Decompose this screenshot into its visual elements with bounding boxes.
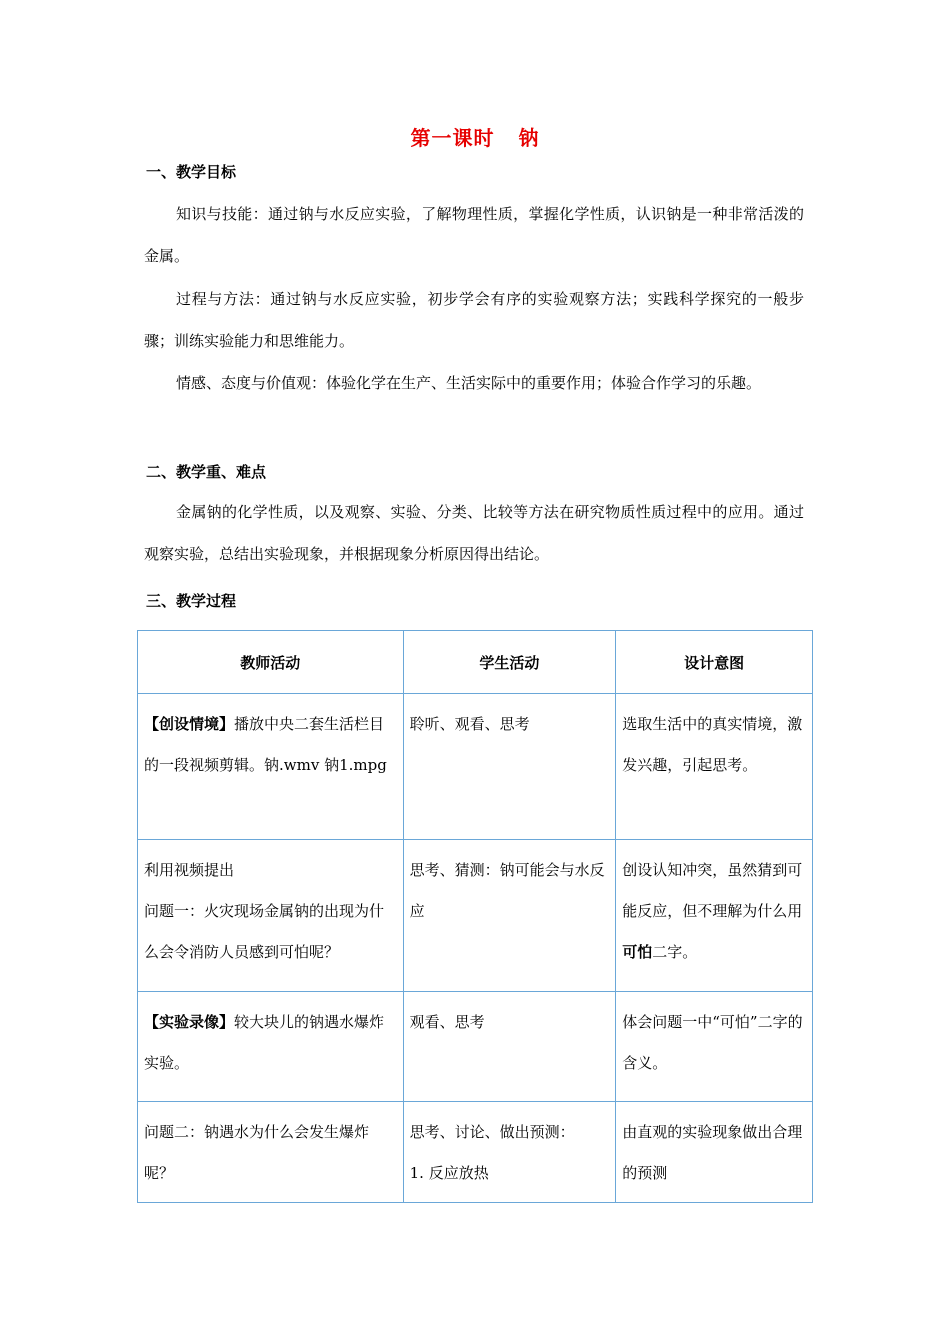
teacher-text: 较大块儿的钠遇水爆炸实验。 [144,1013,385,1072]
cell-student [403,694,616,840]
table-row [138,694,813,840]
table-row [138,1102,813,1203]
section-heading-key-points: 二、教学重、难点 [146,463,267,481]
section-heading-objectives: 一、教学目标 [146,163,237,181]
student-text: 聆听、观看、思考 [409,715,530,733]
teacher-text-line1: 利用视频提出 [144,861,235,879]
cell-teacher [138,694,404,840]
student-text: 观看、思考 [409,1013,485,1031]
header-intent: 设计意图 [616,631,813,694]
paragraph-key-points: 金属钠的化学性质，以及观察、实验、分类、比较等方法在研究物质性质过程中的应用。通过观察实验，总结出实验现象，并根据现象分析原因得出结论。 [144,503,804,563]
cell-intent [616,694,813,840]
paragraph-attitude: 情感、态度与价值观：体验化学在生产、生活实际中的重要作用；体验合作学习的乐趣。 [176,374,762,392]
intent-text: 体会问题一中“可怕”二字的含义。 [622,1013,803,1072]
table-row [138,840,813,992]
cell-teacher [138,992,404,1102]
section-heading-process: 三、教学过程 [146,592,237,610]
teaching-process-table [137,630,813,1203]
cell-intent [616,1102,813,1203]
intent-bold: 可怕 [622,943,653,961]
cell-student [403,840,616,992]
header-teacher: 教师活动 [138,631,404,694]
cell-student [403,992,616,1102]
cell-student [403,1102,616,1203]
student-text: 思考、猜测：钠可能会与水反应 [409,861,605,920]
intent-text-a: 创设认知冲突，虽然猜到可能反应，但不理解为什么用 [622,861,803,920]
teacher-tag: 【实验录像】 [144,1013,235,1031]
teacher-text: 问题二：钠遇水为什么会发生爆炸呢？ [144,1123,370,1182]
table-row [138,992,813,1102]
title-main: 第一课时 [410,126,495,150]
header-student: 学生活动 [403,631,616,694]
title-sub: 钠 [518,126,540,150]
student-text-line2: 1. 反应放热 [409,1164,489,1182]
cell-teacher [138,840,404,992]
teacher-tag: 【创设情境】 [144,715,235,733]
intent-text: 由直观的实验现象做出合理的预测 [622,1123,803,1182]
intent-text-b: 二字。 [652,943,698,961]
cell-teacher [138,1102,404,1203]
teacher-text: 播放中央二套生活栏目的一段视频剪辑。钠.wmv 钠1.mpg [144,715,387,774]
cell-intent [616,840,813,992]
page-title [0,122,950,151]
table-header-row [138,631,813,694]
intent-text: 选取生活中的真实情境，激发兴趣，引起思考。 [622,715,803,774]
cell-intent [616,992,813,1102]
teacher-text-line2: 问题一：火灾现场金属钠的出现为什么会令消防人员感到可怕呢？ [144,902,385,961]
paragraph-process: 过程与方法：通过钠与水反应实验，初步学会有序的实验观察方法；实践科学探究的一般步骤；训练实验能力和思维能力。 [144,290,804,350]
paragraph-knowledge: 知识与技能：通过钠与水反应实验，了解物理性质，掌握化学性质，认识钠是一种非常活泼的金属。 [144,205,804,265]
student-text-line1: 思考、讨论、做出预测： [409,1123,575,1141]
